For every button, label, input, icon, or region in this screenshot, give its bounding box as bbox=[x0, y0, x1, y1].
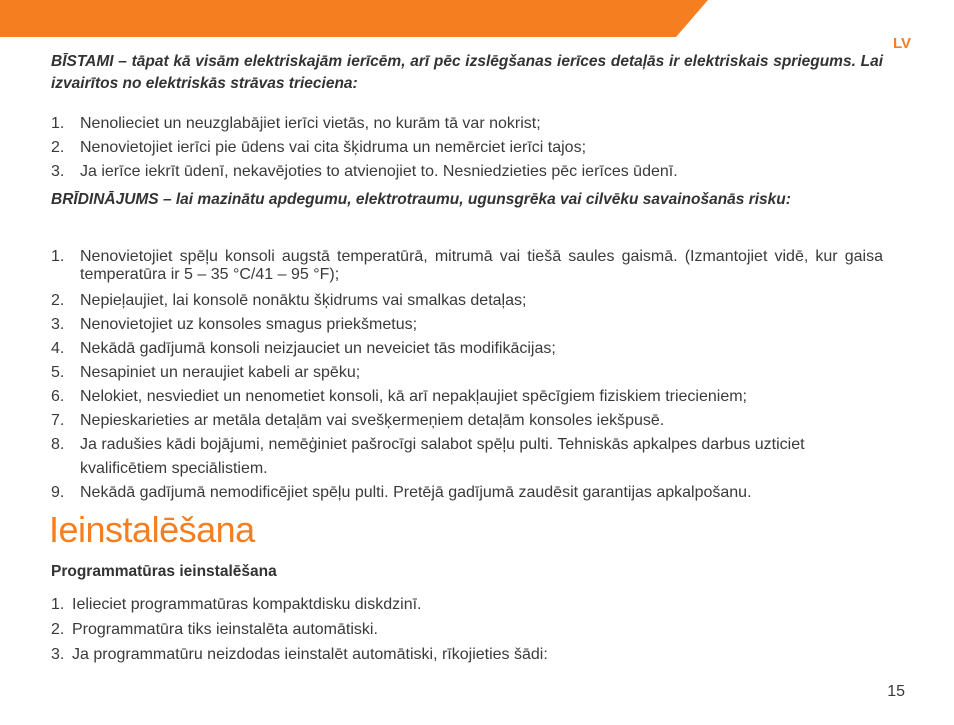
item-number: 8. bbox=[51, 436, 65, 453]
item-number: 3. bbox=[51, 163, 65, 180]
item-number: 2. bbox=[51, 621, 65, 638]
danger-warning: BĪSTAMI – tāpat kā visām elektriskajām ierīcēm, arī pēc izslēgšanas ierīces detaļās ir elektriskais spriegums. Lai izvairītos no elektriskās strāvas trieciena: bbox=[51, 53, 883, 92]
list-item bbox=[51, 361, 883, 385]
item-text: Nekādā gadījumā konsoli neizjauciet un neveiciet tās modifikācijas; bbox=[80, 340, 556, 357]
install-list bbox=[51, 592, 883, 667]
list-item bbox=[51, 592, 883, 617]
language-label: LV bbox=[892, 35, 911, 52]
item-number: 3. bbox=[51, 316, 65, 333]
item-text: Nelokiet, nesviediet un nenometiet konsoli, kā arī nepakļaujiet spēcīgiem fiziskiem triecieniem; bbox=[80, 388, 747, 405]
list-item bbox=[51, 642, 883, 667]
item-number: 6. bbox=[51, 388, 65, 405]
item-number: 1. bbox=[51, 248, 65, 265]
danger-list bbox=[51, 112, 883, 184]
list-item bbox=[51, 248, 883, 284]
item-text: Nesapiniet un neraujiet kabeli ar spēku; bbox=[80, 364, 361, 381]
list-item bbox=[51, 289, 883, 313]
item-number: 4. bbox=[51, 340, 65, 357]
item-text: Ja programmatūru neizdodas ieinstalēt automātiski, rīkojieties šādi: bbox=[72, 646, 548, 663]
list-item bbox=[51, 481, 883, 505]
header-bar bbox=[0, 0, 954, 37]
item-number: 9. bbox=[51, 484, 65, 501]
item-text: Programmatūra tiks ieinstalēta automātiski. bbox=[72, 621, 378, 638]
item-number: 2. bbox=[51, 139, 65, 156]
page-number: 15 bbox=[887, 683, 905, 700]
item-text: Ja radušies kādi bojājumi, nemēģiniet pašrocīgi salabot spēļu pulti. Tehniskās apkalpes darbus uzticiet kvalificētiem speciālistiem. bbox=[80, 436, 805, 477]
item-number: 3. bbox=[51, 646, 65, 663]
item-number: 7. bbox=[51, 412, 65, 429]
warning-text: BRĪDINĀJUMS – lai mazinātu apdegumu, elektrotraumu, ugunsgrēka vai cilvēku savainošanās risku: bbox=[51, 191, 791, 208]
list-item bbox=[51, 385, 883, 409]
item-number: 5. bbox=[51, 364, 65, 381]
item-text: Ielieciet programmatūras kompaktdisku diskdzinī. bbox=[72, 596, 422, 613]
item-number: 1. bbox=[51, 115, 65, 132]
item-text: Nenovietojiet uz konsoles smagus priekšmetus; bbox=[80, 316, 418, 333]
item-text: Nepieļaujiet, lai konsolē nonāktu šķidrums vai smalkas detaļas; bbox=[80, 292, 527, 309]
item-text: Nenolieciet un neuzglabājiet ierīci vietās, no kurām tā var nokrist; bbox=[80, 115, 541, 132]
list-item bbox=[51, 136, 883, 160]
section-title: Ieinstalēšana bbox=[49, 509, 255, 550]
item-text: Ja ierīce iekrīt ūdenī, nekavējoties to atvienojiet to. Nesniedzieties pēc ierīces ūdenī. bbox=[80, 163, 678, 180]
item-text: Nenovietojiet spēļu konsoli augstā temperatūrā, mitrumā vai tiešā saules gaismā. (Izmantojiet vidē, kur gaisa temperatūra ir 5 – 35 °C/41 – 95 °F); bbox=[80, 248, 883, 283]
item-text: Nepieskarieties ar metāla detaļām vai svešķermeņiem detaļām konsoles iekšpusē. bbox=[80, 412, 665, 429]
list-item bbox=[51, 433, 883, 481]
item-text: Nenovietojiet ierīci pie ūdens vai cita šķidruma un nemērciet ierīci tajos; bbox=[80, 139, 587, 156]
warning-list bbox=[51, 248, 883, 505]
list-item bbox=[51, 337, 883, 361]
list-item bbox=[51, 313, 883, 337]
item-text: Nekādā gadījumā nemodificējiet spēļu pulti. Pretējā gadījumā zaudēsit garantijas apkalpošanu. bbox=[80, 484, 752, 501]
list-item bbox=[51, 112, 883, 136]
item-number: 2. bbox=[51, 292, 65, 309]
section-subtitle: Programmatūras ieinstalēšana bbox=[51, 563, 277, 580]
item-number: 1. bbox=[51, 596, 65, 613]
list-item bbox=[51, 617, 883, 642]
list-item bbox=[51, 409, 883, 433]
list-item bbox=[51, 160, 883, 184]
